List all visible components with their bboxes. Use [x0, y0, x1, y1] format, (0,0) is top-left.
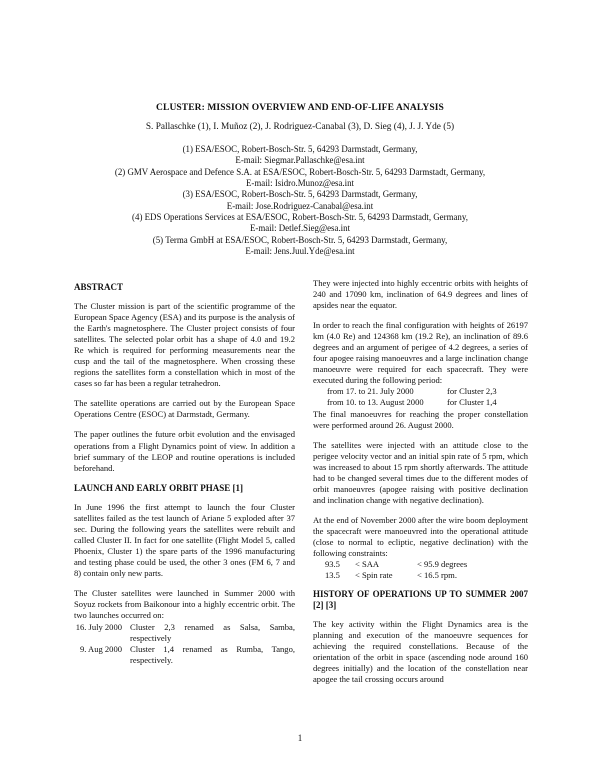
constraint-limit: < 16.5 rpm. — [417, 570, 457, 581]
affiliation-line: (3) ESA/ESOC, Robert-Bosch-Str. 5, 64293 Darmstadt, Germany, — [182, 189, 418, 200]
right-column — [313, 278, 528, 694]
affiliation-email: E-mail: Detlef.Sieg@esa.int — [249, 223, 351, 234]
period-row — [327, 397, 528, 408]
attitude-constraints — [325, 559, 528, 581]
paper-title: CLUSTER: MISSION OVERVIEW AND END-OF-LIFE ANALYSIS — [156, 103, 444, 113]
body-paragraph: In order to reach the final configuration with heights of 26197 km (4.0 Re) and 124368 km (19.2 Re), an inclination of 89.6 degrees and an argument of perigee of 4.2 degrees, a series of four apogee raising manoeuvres and a large inclination change manoeuvre were required for each spacecraft. They were executed during the following period: — [313, 320, 528, 386]
period-target: for Cluster 1,4 — [447, 397, 497, 408]
period-range: from 10. to 13. August 2000 — [327, 397, 424, 408]
abstract-paragraph: The paper outlines the future orbit evolution and the envisaged operations from a Flight Dynamics point of view. In addition a brief summary of the LEOP and routine operations is included beforehand. — [74, 429, 295, 473]
abstract-heading: ABSTRACT — [74, 282, 124, 292]
left-column — [74, 282, 295, 666]
affiliation-line: (4) EDS Operations Services at ESA/ESOC, Robert-Bosch-Str. 5, 64293 Darmstadt, Germany, — [132, 212, 468, 223]
leop-paragraph: The Cluster satellites were launched in Summer 2000 with Soyuz rockets from Baikonour into a highly eccentric orbit. The two launches occurred on: — [74, 587, 295, 621]
constraint-value: 93.5 — [325, 559, 340, 570]
constraint-value: 13.5 — [325, 570, 340, 581]
affiliation-line: (2) GMV Aerospace and Defence S.A. at ESA/ESOC, Robert-Bosch-Str. 5, 64293 Darmstadt, Germany, — [114, 166, 486, 177]
leop-paragraph: In June 1996 the first attempt to launch the four Cluster satellites failed as the test launch of Ariane 5 exploded after 37 sec. During the following years the satellites were rebuilt and called Cluster II. In fact for one satellite (Flight Model 5, called Phoenix, Cluster 1) the spare parts of the 1996 manufacturing and testing phase could be used, the other 3 ones (FM 6, 7 and 8) contain only new parts. — [74, 501, 295, 578]
body-paragraph: The final manoeuvres for reaching the proper constellation were performed around 26. August 2000. — [313, 408, 528, 430]
period-target: for Cluster 2,3 — [447, 386, 497, 397]
body-paragraph: The key activity within the Flight Dynamics area is the planning and execution of the manoeuvre sequences for achieving the required constellations. Because of the orientation of the orbit in space (ascending node around 160 degrees initially) and the location of the constellation near apogee the tail crossing occurs around — [313, 619, 528, 685]
history-heading: HISTORY OF OPERATIONS UP TO SUMMER 2007 [2] [3] — [313, 589, 528, 611]
leop-heading: LAUNCH AND EARLY ORBIT PHASE [1] — [74, 482, 243, 493]
launch-text: Cluster 2,3 renamed as Salsa, Samba, respectively — [130, 622, 295, 644]
period-range: from 17. to 21. July 2000 — [327, 386, 414, 397]
affiliation-email: E-mail: Siegmar.Pallaschke@esa.int — [235, 155, 365, 166]
launch-row — [74, 644, 295, 666]
abstract-paragraph: The satellite operations are carried out by the European Space Operations Centre (ESOC) at Darmstadt, Germany. — [74, 398, 295, 420]
author-list: S. Pallaschke (1), I. Muñoz (2), J. Rodriguez-Canabal (3), D. Sieg (4), J. J. Yde (5) — [145, 122, 455, 132]
body-paragraph: The satellites were injected with an attitude close to the perigee velocity vector and an initial spin rate of 5 rpm, which was increased to about 15 rpm shortly afterwards. The attitude had to be changed several times due to the different modes of orbit manoeuvres (apogee raising with positive declination and inclination change with negative declination). — [313, 439, 528, 505]
launch-text: Cluster 1,4 renamed as Rumba, Tango, respectively. — [130, 644, 295, 666]
affiliation-email: E-mail: Jose.Rodriguez-Canabal@esa.int — [226, 200, 374, 211]
constraint-row — [325, 570, 528, 581]
affiliation-line: (1) ESA/ESOC, Robert-Bosch-Str. 5, 64293 Darmstadt, Germany, — [182, 144, 418, 154]
affiliation-email: E-mail: Jens.Juul.Yde@esa.int — [245, 246, 355, 257]
launch-list — [74, 622, 295, 666]
constraint-row — [325, 559, 528, 570]
abstract-paragraph: The Cluster mission is part of the scientific programme of the European Space Agency (ESA) and its purpose is the analysis of the Earth's magnetosphere. The Cluster project consists of four satellites. The selected polar orbit has a shape of 4.0 and 19.2 Re which is required for performing measurements near the cusp and the tail of the magnetosphere. When crossing these regions the satellites form a constellation which in most of the cases so far has been a regular tetrahedron. — [74, 301, 295, 389]
launch-date: 9. Aug 2000 — [79, 644, 122, 655]
period-row — [327, 386, 528, 397]
body-paragraph: They were injected into highly eccentric orbits with heights of 240 and 17090 km, inclination of 64.9 degrees and lines of apsides near the equator. — [313, 278, 528, 311]
launch-row — [74, 622, 295, 644]
launch-date: 16. July 2000 — [75, 622, 122, 633]
constraint-limit: < 95.9 degrees — [417, 559, 468, 570]
constraint-op: < Spin rate — [355, 570, 393, 581]
affiliation-email: E-mail: Isidro.Munoz@esa.int — [246, 178, 354, 189]
manoeuvre-periods — [327, 386, 528, 408]
affiliations — [0, 144, 600, 257]
affiliation-line: (5) Terma GmbH at ESA/ESOC, Robert-Bosch-Str. 5, 64293 Darmstadt, Germany, — [152, 234, 448, 245]
body-paragraph: At the end of November 2000 after the wire boom deployment the spacecraft were manoeuvred into the operational attitude (close to normal to ecliptic, negative declination) with the following constraints: — [313, 514, 528, 559]
constraint-op: < SAA — [355, 559, 380, 570]
page-number: 1 — [297, 733, 303, 743]
